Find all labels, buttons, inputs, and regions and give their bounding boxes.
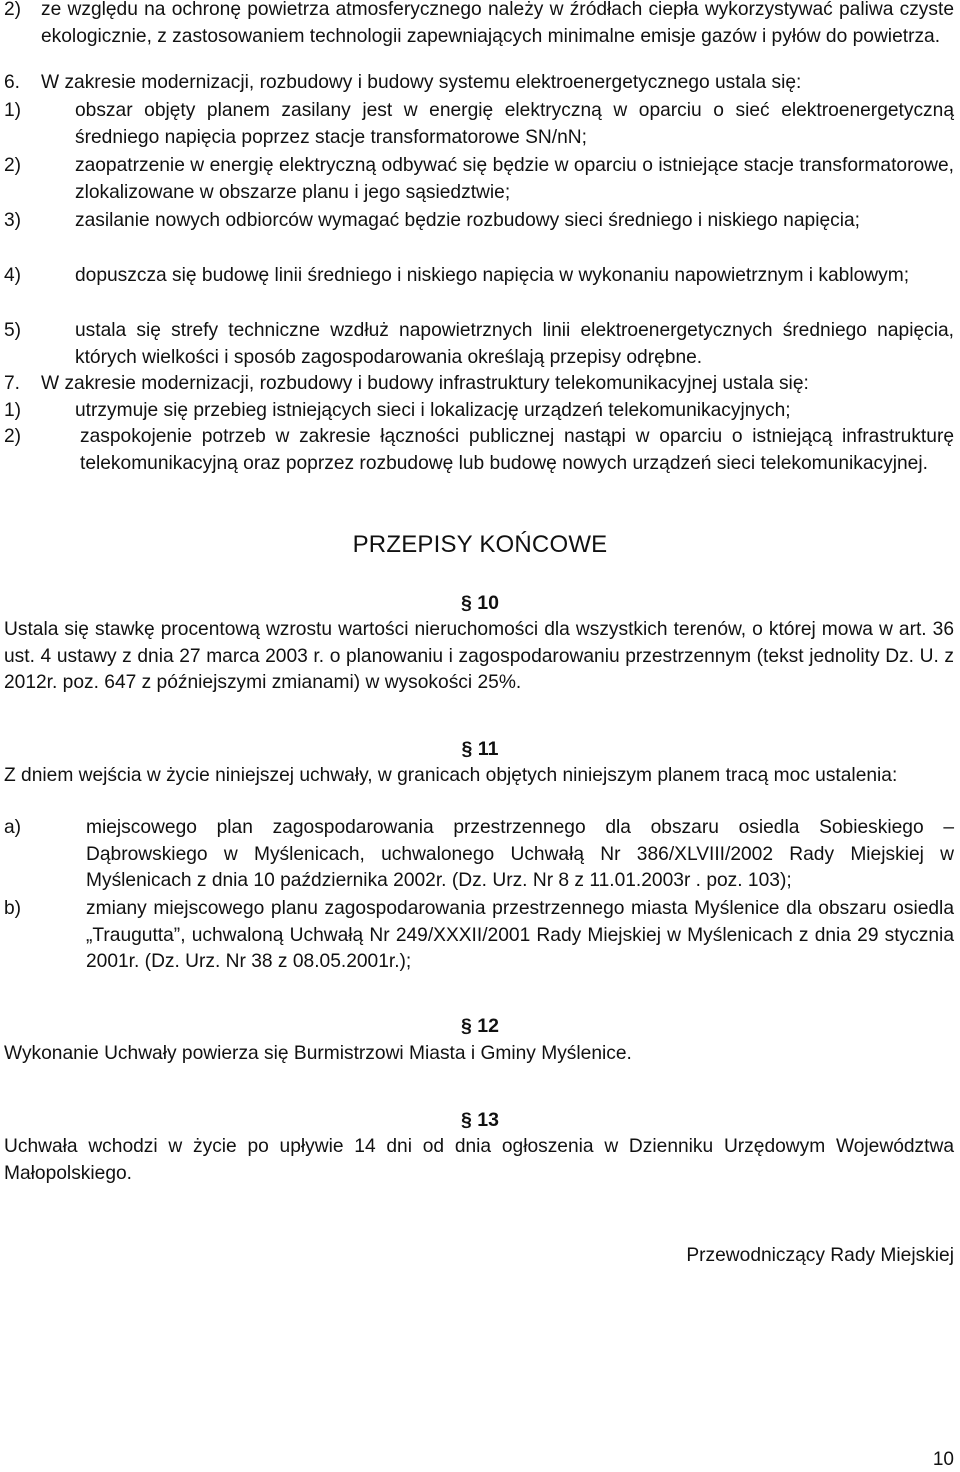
item-number: 5)	[4, 320, 22, 341]
item-text: zaopatrzenie w energię elektryczną odbywać się będzie w oparciu o istniejące stacje transformatorowe, zlokalizowane w obszarze planu i jego sąsiedztwie;	[75, 155, 954, 203]
item-text: ze względu na ochronę powietrza atmosferycznego należy w źródłach ciepła wykorzystywać paliwa czyste ekologicznie, z zastosowaniem technologii zapewniających minimalne emisje gazów i pyłów do powietrza.	[41, 0, 954, 47]
section-number: 6.	[4, 72, 21, 93]
list-item	[4, 98, 954, 151]
item-text: utrzymuje się przebieg istniejących sieci i lokalizację urządzeń telekomunikacyjnych;	[75, 400, 791, 421]
page-number: 10	[932, 1449, 954, 1470]
paragraph-11-intro: Z dniem wejścia w życie niniejszej uchwały, w granicach objętych niniejszym planem tracą moc ustalenia:	[4, 765, 898, 786]
signature-line: Przewodniczący Rady Miejskiej	[686, 1245, 954, 1266]
section-7	[4, 371, 954, 398]
section-title: PRZEPISY KOŃCOWE	[352, 531, 608, 558]
list-item	[4, 263, 954, 290]
item-number: 2)	[4, 0, 22, 20]
section-number: 7.	[4, 373, 21, 394]
list-item	[4, 815, 954, 895]
paragraph-10-text: Ustala się stawkę procentową wzrostu wartości nieruchomości dla wszystkich terenów, o której mowa w art. 36 ust. 4 ustawy z dnia 27 marca 2003 r. o planowaniu i zagospodarowaniu przestrzennym (tekst jednolity Dz. U. z 2012r. poz. 647 z późniejszymi zmianami) w wysokości 25%.	[4, 619, 954, 693]
item-text: ustala się strefy techniczne wzdłuż napowietrznych linii elektroenergetycznych średniego napięcia, których wielkości i sposób zagospodarowania określają przepisy odrębne.	[75, 320, 954, 368]
item-text: zaspokojenie potrzeb w zakresie łączności publicznej nastąpi w oparciu o istniejącą infrastrukturę telekomunikacyjną oraz poprzez rozbudowę lub budowę nowych urządzeń sieci telekomunikacyjnej.	[80, 426, 954, 474]
list-item	[4, 896, 954, 976]
item-number: 2)	[4, 426, 22, 447]
list-item	[4, 318, 954, 371]
list-item	[4, 424, 954, 477]
list-item	[4, 0, 954, 50]
item-text: obszar objęty planem zasilany jest w energię elektryczną w oparciu o sieć elektroenergetyczną średniego napięcia poprzez stacje transformatorowe SN/nN;	[75, 100, 954, 148]
item-number: 2)	[4, 155, 22, 176]
paragraph-13-text: Uchwała wchodzi w życie po upływie 14 dni od dnia ogłoszenia w Dzienniku Urzędowym Województwa Małopolskiego.	[4, 1136, 954, 1184]
paragraph-12-text: Wykonanie Uchwały powierza się Burmistrzowi Miasta i Gminy Myślenice.	[4, 1043, 632, 1064]
list-item	[4, 153, 954, 206]
paragraph-mark-10: § 10	[461, 592, 499, 614]
item-letter: b)	[4, 898, 22, 919]
item-number: 1)	[4, 100, 22, 121]
item-text: dopuszcza się budowę linii średniego i niskiego napięcia w wykonaniu napowietrznym i kablowym;	[75, 265, 910, 286]
item-text: zasilanie nowych odbiorców wymagać będzie rozbudowy sieci średniego i niskiego napięcia;	[75, 210, 860, 231]
paragraph-mark-13: § 13	[461, 1109, 499, 1131]
section-text: W zakresie modernizacji, rozbudowy i budowy infrastruktury telekomunikacyjnej ustala się:	[41, 373, 809, 394]
list-item	[4, 398, 954, 425]
paragraph-mark-11: § 11	[461, 738, 499, 760]
section-text: W zakresie modernizacji, rozbudowy i budowy systemu elektroenergetycznego ustala się:	[41, 72, 802, 93]
item-number: 3)	[4, 210, 22, 231]
item-text: zmiany miejscowego planu zagospodarowania przestrzennego miasta Myślenice dla obszaru osiedla „Traugutta”, uchwaloną Uchwałą Nr 249/XXXII/2001 Rady Miejskiej w Myślenicach z dnia 29 stycznia 2001r. (Dz. Urz. Nr 38 z 08.05.2001r.);	[86, 898, 954, 972]
item-number: 4)	[4, 265, 22, 286]
list-item	[4, 208, 954, 235]
item-number: 1)	[4, 400, 22, 421]
item-text: miejscowego plan zagospodarowania przestrzennego dla obszaru osiedla Sobieskiego – Dąbrowskiego w Myślenicach, uchwalonego Uchwałą Nr 386/XLVIII/2002 Rady Miejskiej w Myślenicach z dnia 10 października 2002r. (Dz. Urz. Nr 8 z 11.01.2003r . poz. 103);	[86, 817, 954, 891]
paragraph-mark-12: § 12	[461, 1015, 499, 1037]
section-6	[4, 70, 954, 97]
item-letter: a)	[4, 817, 22, 838]
